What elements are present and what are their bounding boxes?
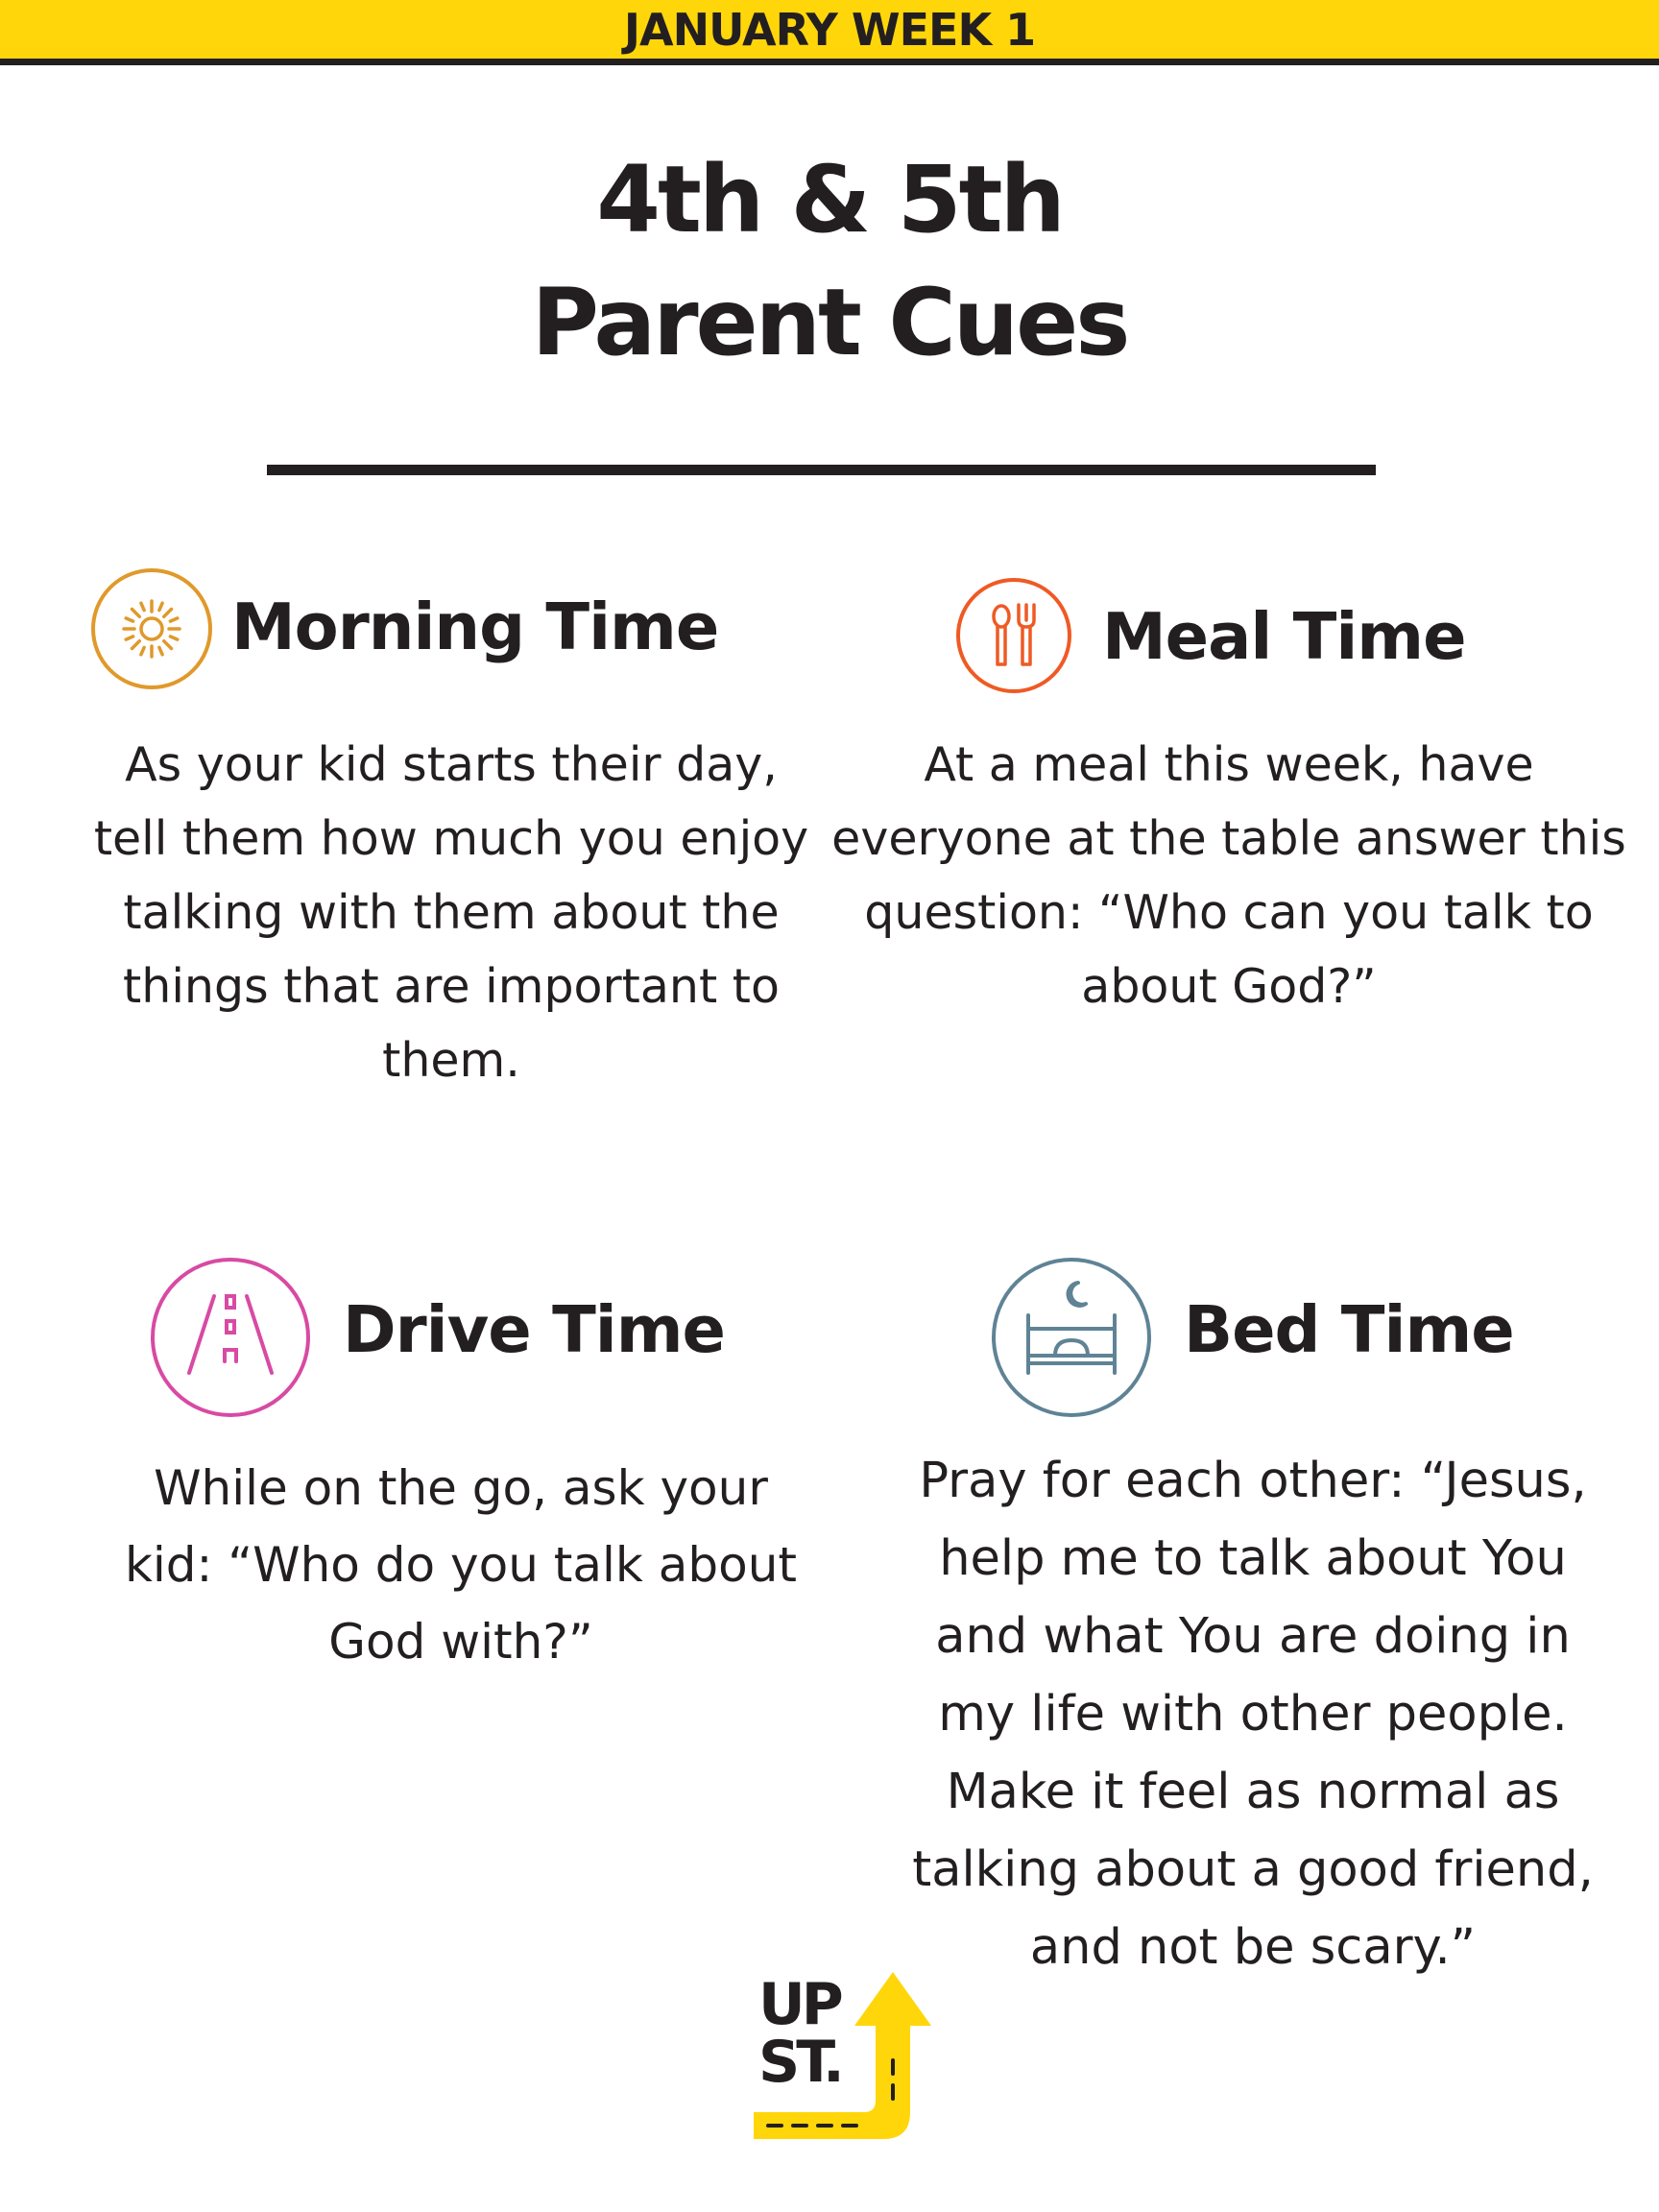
bed-line: my life with other people. (938, 1686, 1568, 1743)
drive-line: While on the go, ask your (154, 1460, 768, 1516)
road-icon (149, 1256, 312, 1419)
logo-text-st: ST. (758, 2029, 841, 2096)
meal-line: question: “Who can you talk to (864, 885, 1594, 940)
morning-line: things that are important to (123, 959, 780, 1014)
morning-line: tell them how much you enjoy (93, 811, 809, 866)
morning-line: As your kid starts their day, (125, 737, 778, 792)
morning-time-body (86, 728, 816, 1097)
morning-line: them. (382, 1033, 520, 1088)
bed-moon-icon (990, 1256, 1153, 1419)
sun-icon (89, 566, 214, 691)
upstreet-logo (749, 1968, 941, 2143)
bed-time-body (864, 1442, 1642, 1986)
bed-line: and what You are doing in (935, 1608, 1571, 1665)
meal-line: about God?” (1081, 959, 1377, 1014)
drive-time-heading: Drive Time (343, 1292, 725, 1367)
page-title-line2: Parent Cues (531, 269, 1128, 376)
drive-time-body (86, 1450, 835, 1680)
bed-line: help me to talk about You (939, 1530, 1567, 1587)
bed-line: Pray for each other: “Jesus, (919, 1453, 1587, 1509)
meal-time-body (826, 728, 1632, 1023)
bed-line: and not be scary.” (1029, 1919, 1477, 1976)
bed-time-heading: Bed Time (1184, 1292, 1514, 1367)
morning-time-heading: Morning Time (231, 589, 719, 664)
meal-time-heading: Meal Time (1102, 599, 1466, 674)
drive-line: God with?” (328, 1614, 593, 1670)
bed-line: Make it feel as normal as (946, 1764, 1560, 1820)
title-divider (267, 465, 1376, 475)
morning-line: talking with them about the (123, 885, 780, 940)
meal-line: everyone at the table answer this (831, 811, 1626, 866)
week-banner-text: JANUARY WEEK 1 (623, 3, 1036, 56)
utensils-icon (954, 576, 1073, 695)
page-title-line1: 4th & 5th (596, 146, 1063, 253)
drive-line: kid: “Who do you talk about (124, 1537, 798, 1593)
logo-text-up: UP (758, 1971, 840, 2038)
week-banner (0, 0, 1659, 65)
meal-line: At a meal this week, have (924, 737, 1534, 792)
bed-line: talking about a good friend, (912, 1841, 1594, 1898)
